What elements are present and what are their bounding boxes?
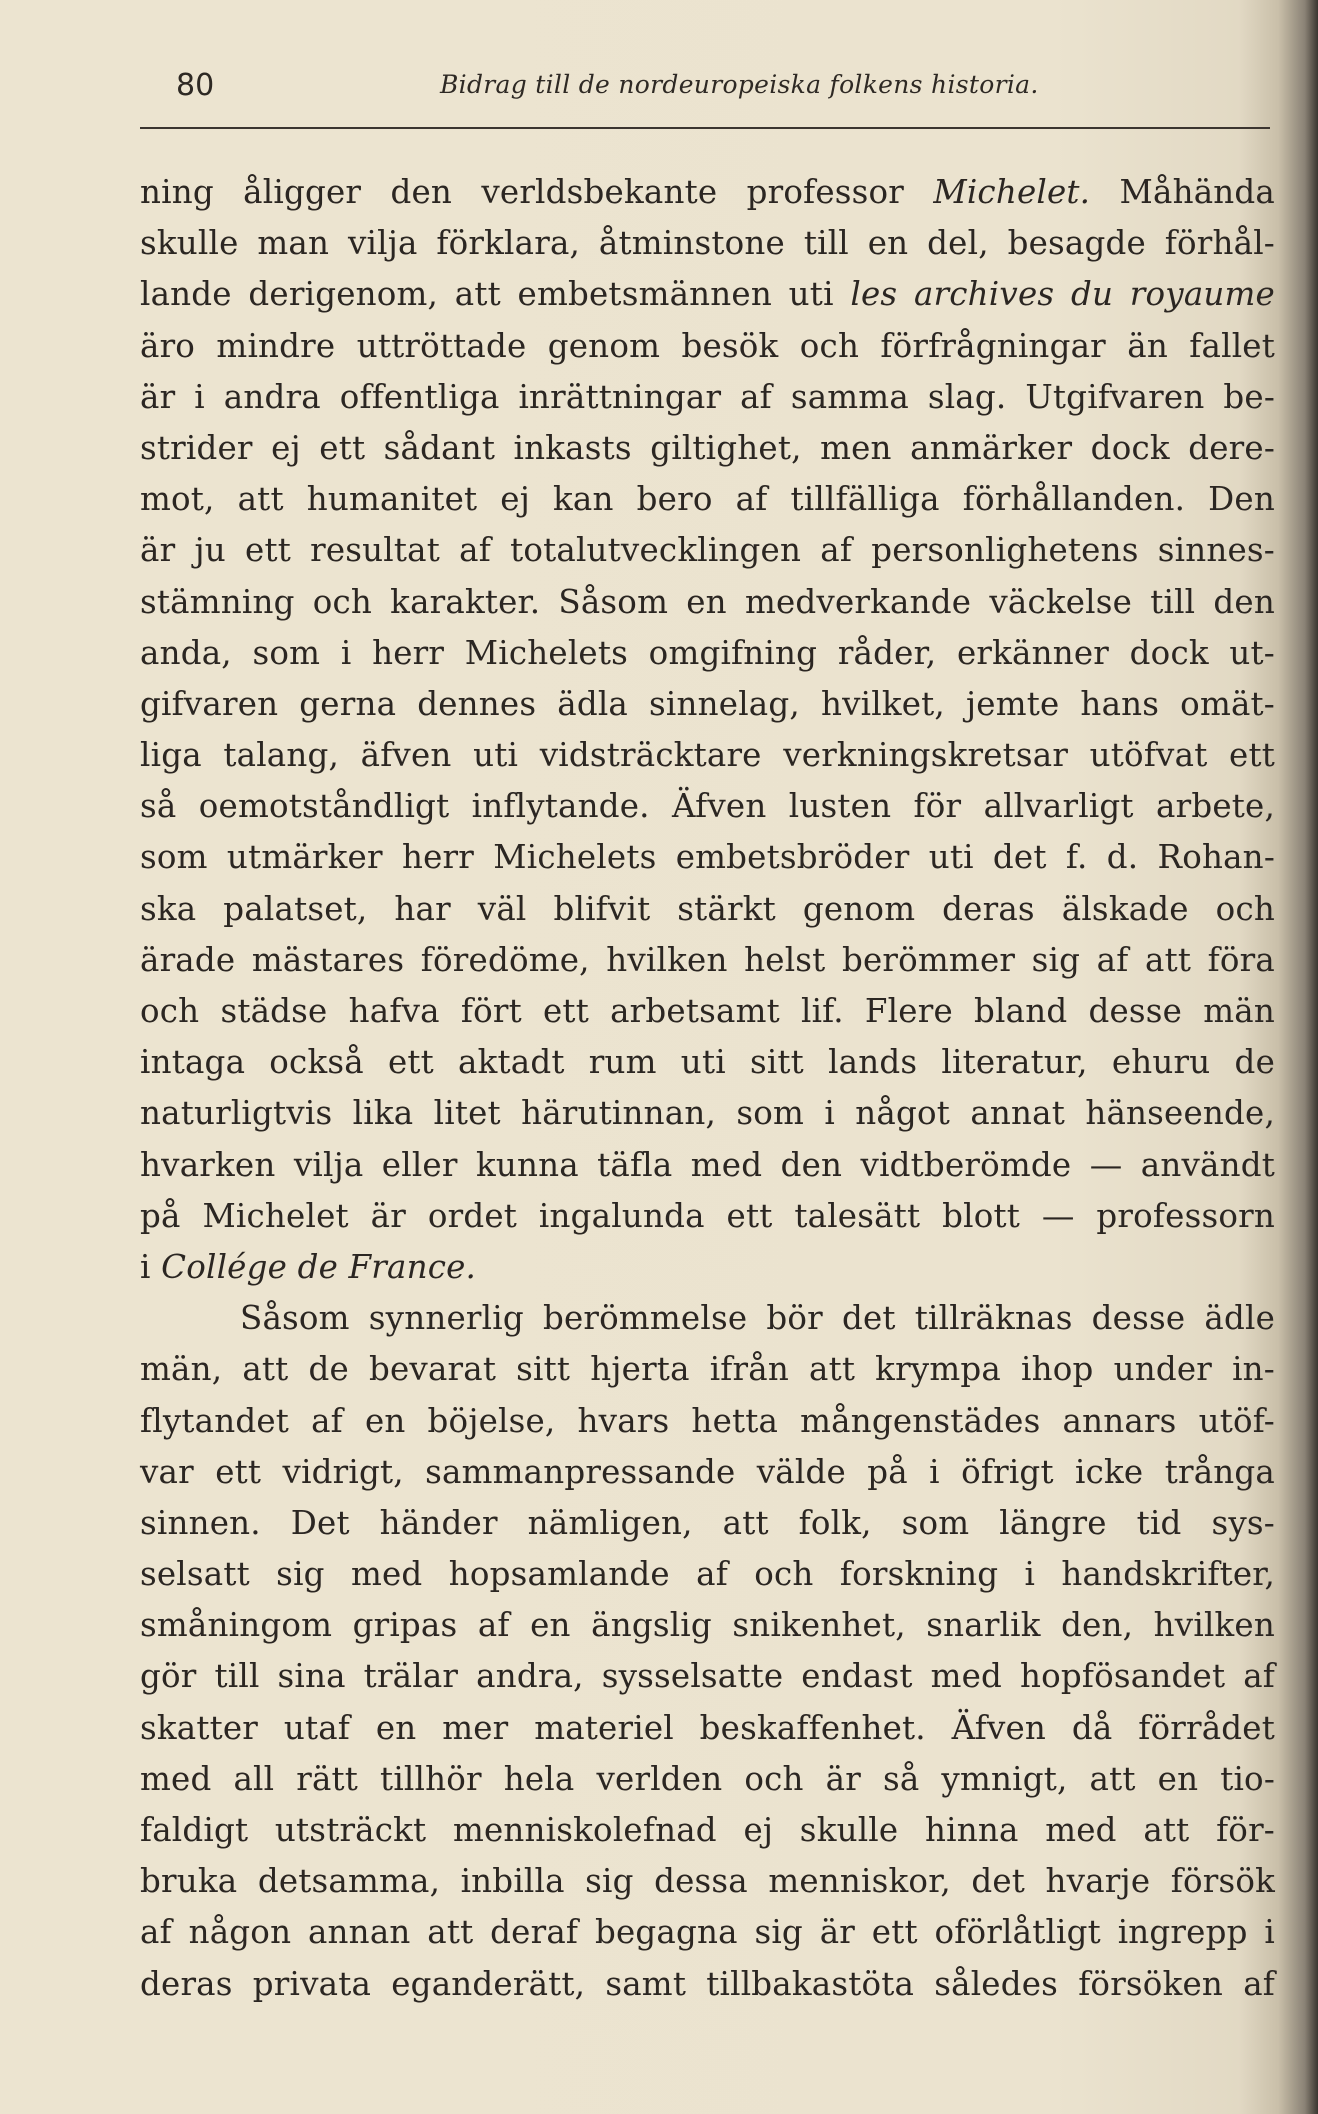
text-line xyxy=(140,1396,1275,1447)
text-segment: på Michelet är ordet ingalunda ett talesätt blott — professorn xyxy=(140,1196,1275,1235)
italic-text: Collége de France. xyxy=(161,1247,477,1286)
text-segment: af någon annan att deraf begagna sig är ett oförlåtligt ingrepp i xyxy=(140,1913,1275,1952)
text-segment: naturligtvis lika litet härutinnan, som i något annat hänseende, xyxy=(140,1094,1275,1133)
text-segment: är ju ett resultat af totalutvecklingen af personlighetens sinnes- xyxy=(140,531,1275,570)
text-line xyxy=(140,1907,1275,1958)
page-number: 80 xyxy=(176,68,215,103)
text-segment: ärade mästares föredöme, hvilken helst berömmer sig af att föra xyxy=(140,940,1275,979)
text-line xyxy=(140,1651,1275,1702)
text-segment: ska palatset, har väl blifvit stärkt genom deras älskade och xyxy=(140,889,1275,928)
text-segment: flytandet af en böjelse, hvars hetta mångenstädes annars utöf- xyxy=(140,1401,1275,1440)
text-segment: småningom gripas af en ängslig snikenhet, snarlik den, hvilken xyxy=(140,1606,1275,1645)
text-segment: Såsom synnerlig berömmelse bör det tillräknas desse ädle xyxy=(240,1299,1275,1338)
text-line xyxy=(140,679,1275,730)
text-line xyxy=(140,1754,1275,1805)
text-segment: gör till sina trälar andra, sysselsatte endast med hopfösandet af xyxy=(140,1657,1275,1696)
text-line xyxy=(140,372,1275,423)
text-line xyxy=(140,1600,1275,1651)
text-line xyxy=(140,577,1275,628)
text-segment: är i andra offentliga inrättningar af samma slag. Utgifvaren be- xyxy=(140,377,1275,416)
text-segment: med all rätt tillhör hela verlden och är så ymnigt, att en tio- xyxy=(140,1759,1275,1798)
text-segment: strider ej ett sådant inkasts giltighet, men anmärker dock dere- xyxy=(140,428,1275,467)
text-segment: bruka detsamma, inbilla sig dessa menniskor, det hvarje försök xyxy=(140,1862,1275,1901)
text-line xyxy=(140,167,1275,218)
text-line xyxy=(140,832,1275,883)
text-segment: så oemotståndligt inflytande. Äfven lusten för allvarligt arbete, xyxy=(140,787,1275,826)
text-line xyxy=(140,1293,1275,1344)
text-segment: var ett vidrigt, sammanpressande välde på i öfrigt icke trånga xyxy=(140,1452,1275,1491)
text-segment: hvarken vilja eller kunna täfla med den vidtberömde — användt xyxy=(140,1145,1275,1184)
text-segment: skulle man vilja förklara, åtminstone till en del, besagde förhål- xyxy=(140,224,1275,263)
text-line xyxy=(140,269,1275,320)
text-segment: gifvaren gerna dennes ädla sinnelag, hvilket, jemte hans omät- xyxy=(140,684,1275,723)
text-segment: ning åligger den verldsbekante professor xyxy=(140,173,934,211)
text-line xyxy=(140,1856,1275,1907)
text-segment: faldigt utsträckt menniskolefnad ej skulle hinna med att för- xyxy=(140,1811,1275,1849)
text-line xyxy=(140,781,1275,832)
text-line xyxy=(140,730,1275,781)
text-line xyxy=(140,1959,1275,2010)
text-segment: selsatt sig med hopsamlande af och forskning i handskrifter, xyxy=(140,1555,1275,1594)
italic-text: les archives du royaume xyxy=(850,275,1275,314)
italic-text: Michelet. xyxy=(933,173,1091,211)
text-line xyxy=(140,1242,1275,1293)
text-line xyxy=(140,1703,1275,1754)
text-line xyxy=(140,1498,1275,1549)
text-segment: som utmärker herr Michelets embetsbröder uti det f. d. Rohan- xyxy=(140,838,1275,877)
text-segment: skatter utaf en mer materiel beskaffenhet. Äfven då förrådet xyxy=(140,1708,1275,1747)
text-line xyxy=(140,1805,1275,1856)
text-line xyxy=(140,935,1275,986)
body-text xyxy=(140,167,1275,2010)
text-segment: intaga också ett aktadt rum uti sitt lands literatur, ehuru de xyxy=(140,1043,1275,1082)
text-line xyxy=(140,1344,1275,1395)
text-segment: äro mindre uttröttade genom besök och förfrågningar än fallet xyxy=(140,326,1275,365)
text-line xyxy=(140,1549,1275,1600)
text-line xyxy=(140,1140,1275,1191)
text-segment: liga talang, äfven uti vidsträcktare verkningskretsar utöfvat ett xyxy=(140,736,1275,775)
text-segment: mot, att humanitet ej kan bero af tillfälliga förhållanden. Den xyxy=(140,480,1275,519)
text-line xyxy=(140,1447,1275,1498)
text-line xyxy=(140,986,1275,1037)
text-segment: Måhända xyxy=(1090,173,1275,211)
running-head xyxy=(140,62,1270,112)
text-line xyxy=(140,1037,1275,1088)
text-line xyxy=(140,1088,1275,1139)
header-rule xyxy=(140,127,1270,129)
text-segment: i xyxy=(140,1247,162,1286)
text-line xyxy=(140,321,1275,372)
text-line xyxy=(140,474,1275,525)
text-line xyxy=(140,218,1275,269)
text-segment: lande derigenom, att embetsmännen uti xyxy=(140,275,851,314)
text-segment: stämning och karakter. Såsom en medverkande väckelse till den xyxy=(140,582,1275,621)
text-line xyxy=(140,1191,1275,1242)
text-segment: anda, som i herr Michelets omgifning råder, erkänner dock ut- xyxy=(140,633,1275,672)
text-segment: och städse hafva fört ett arbetsamt lif. Flere bland desse män xyxy=(140,992,1275,1030)
running-title: Bidrag till de nordeuropeiska folkens historia. xyxy=(440,70,1039,99)
text-segment: deras privata eganderätt, samt tillbakastöta således försöken af xyxy=(140,1964,1275,2003)
text-line xyxy=(140,423,1275,474)
text-line xyxy=(140,884,1275,935)
text-segment: män, att de bevarat sitt hjerta ifrån att krympa ihop under in- xyxy=(140,1350,1275,1389)
text-segment: sinnen. Det händer nämligen, att folk, som längre tid sys- xyxy=(140,1503,1275,1542)
text-line xyxy=(140,628,1275,679)
text-line xyxy=(140,525,1275,576)
